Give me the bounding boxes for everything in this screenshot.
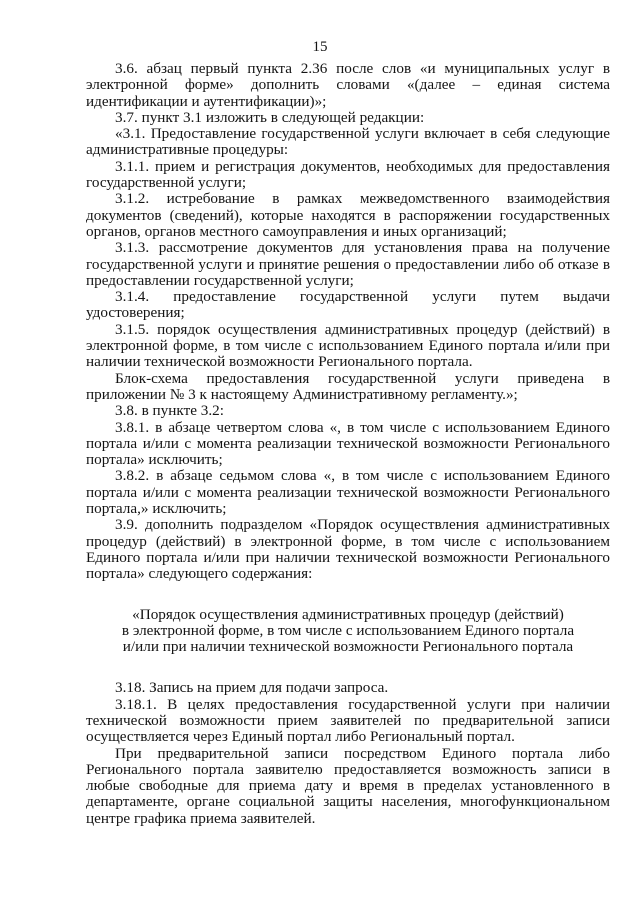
section-heading-line-1: «Порядок осуществления административных процедур (действий) [132,605,564,623]
section-heading-line-2: в электронной форме, в том числе с использованием Единого портала [121,621,575,639]
paragraph-3-1-5: 3.1.5. порядок осуществления административных процедур (действий) в электронной форме, в том числе с использованием Единого портала и/или при наличии технической возможности Регионального портала. [86,320,610,371]
paragraph-3-6: 3.6. абзац первый пункта 2.36 после слов «и муниципальных услуг в электронной форме» дополнить словами «(далее – единая система идентификации и аутентификации)»; [86,60,610,110]
paragraph-preliminary-record: При предварительной записи посредством Единого портала либо Регионального портала заявителю предоставляется возможность записи в любые свободные для приема дату и время в пределах установленного в департаменте, органе социальной защиты населения, многофункциональном центре графика приема заявителей. [86,744,610,827]
paragraph-3-1-3: 3.1.3. рассмотрение документов для установления права на получение государственной услуги и принятие решения о предоставлении либо об отказе в предоставлении государственной услуги; [86,239,610,289]
paragraph-3-1: «3.1. Предоставление государственной услуги включает в себя следующие административные процедуры: [86,125,610,159]
paragraph-3-1-4: 3.1.4. предоставление государственной услуги путем выдачи удостоверения; [86,288,610,322]
document-body [86,61,610,827]
paragraph-3-8-2: 3.8.2. в абзаце седьмом слова «, в том числе с использованием Единого портала и/или с момента реализации технической возможности Регионального портала,» исключить; [86,467,610,518]
section-heading-line-3: и/или при наличии технической возможности Регионального портала [122,638,574,656]
paragraph-3-18: 3.18. Запись на прием для подачи запроса. [115,679,389,697]
page-number: 15 [312,39,328,55]
paragraph-3-8: 3.8. в пункте 3.2: [115,402,224,420]
paragraph-flowchart: Блок-схема предоставления государственной услуги приведена в приложении № 3 к настоящему Административному регламенту.»; [86,369,610,403]
paragraph-3-18-1: 3.18.1. В целях предоставления государственной услуги при наличии технической возможности прием заявителей по предварительной записи осуществляется через Единый портал либо Региональный портал. [86,695,610,746]
paragraph-3-7: 3.7. пункт 3.1 изложить в следующей редакции: [115,108,425,126]
paragraph-3-8-1: 3.8.1. в абзаце четвертом слова «, в том числе с использованием Единого портала и/или с момента реализации технической возможности Регионального портала» исключить; [86,418,610,469]
paragraph-3-1-1: 3.1.1. прием и регистрация документов, необходимых для предоставления государственной услуги; [86,157,610,192]
paragraph-3-9: 3.9. дополнить подразделом «Порядок осуществления административных процедур (действий) в электронной форме, в том числе с использованием Единого портала и/или при наличии технической возможности Регионального портала» следующего содержания: [86,516,610,583]
paragraph-3-1-2: 3.1.2. истребование в рамках межведомственного взаимодействия документов (сведений), которые находятся в распоряжении государственных органов, органов местного самоуправления и иных организаций; [86,190,610,240]
section-heading [86,607,610,656]
